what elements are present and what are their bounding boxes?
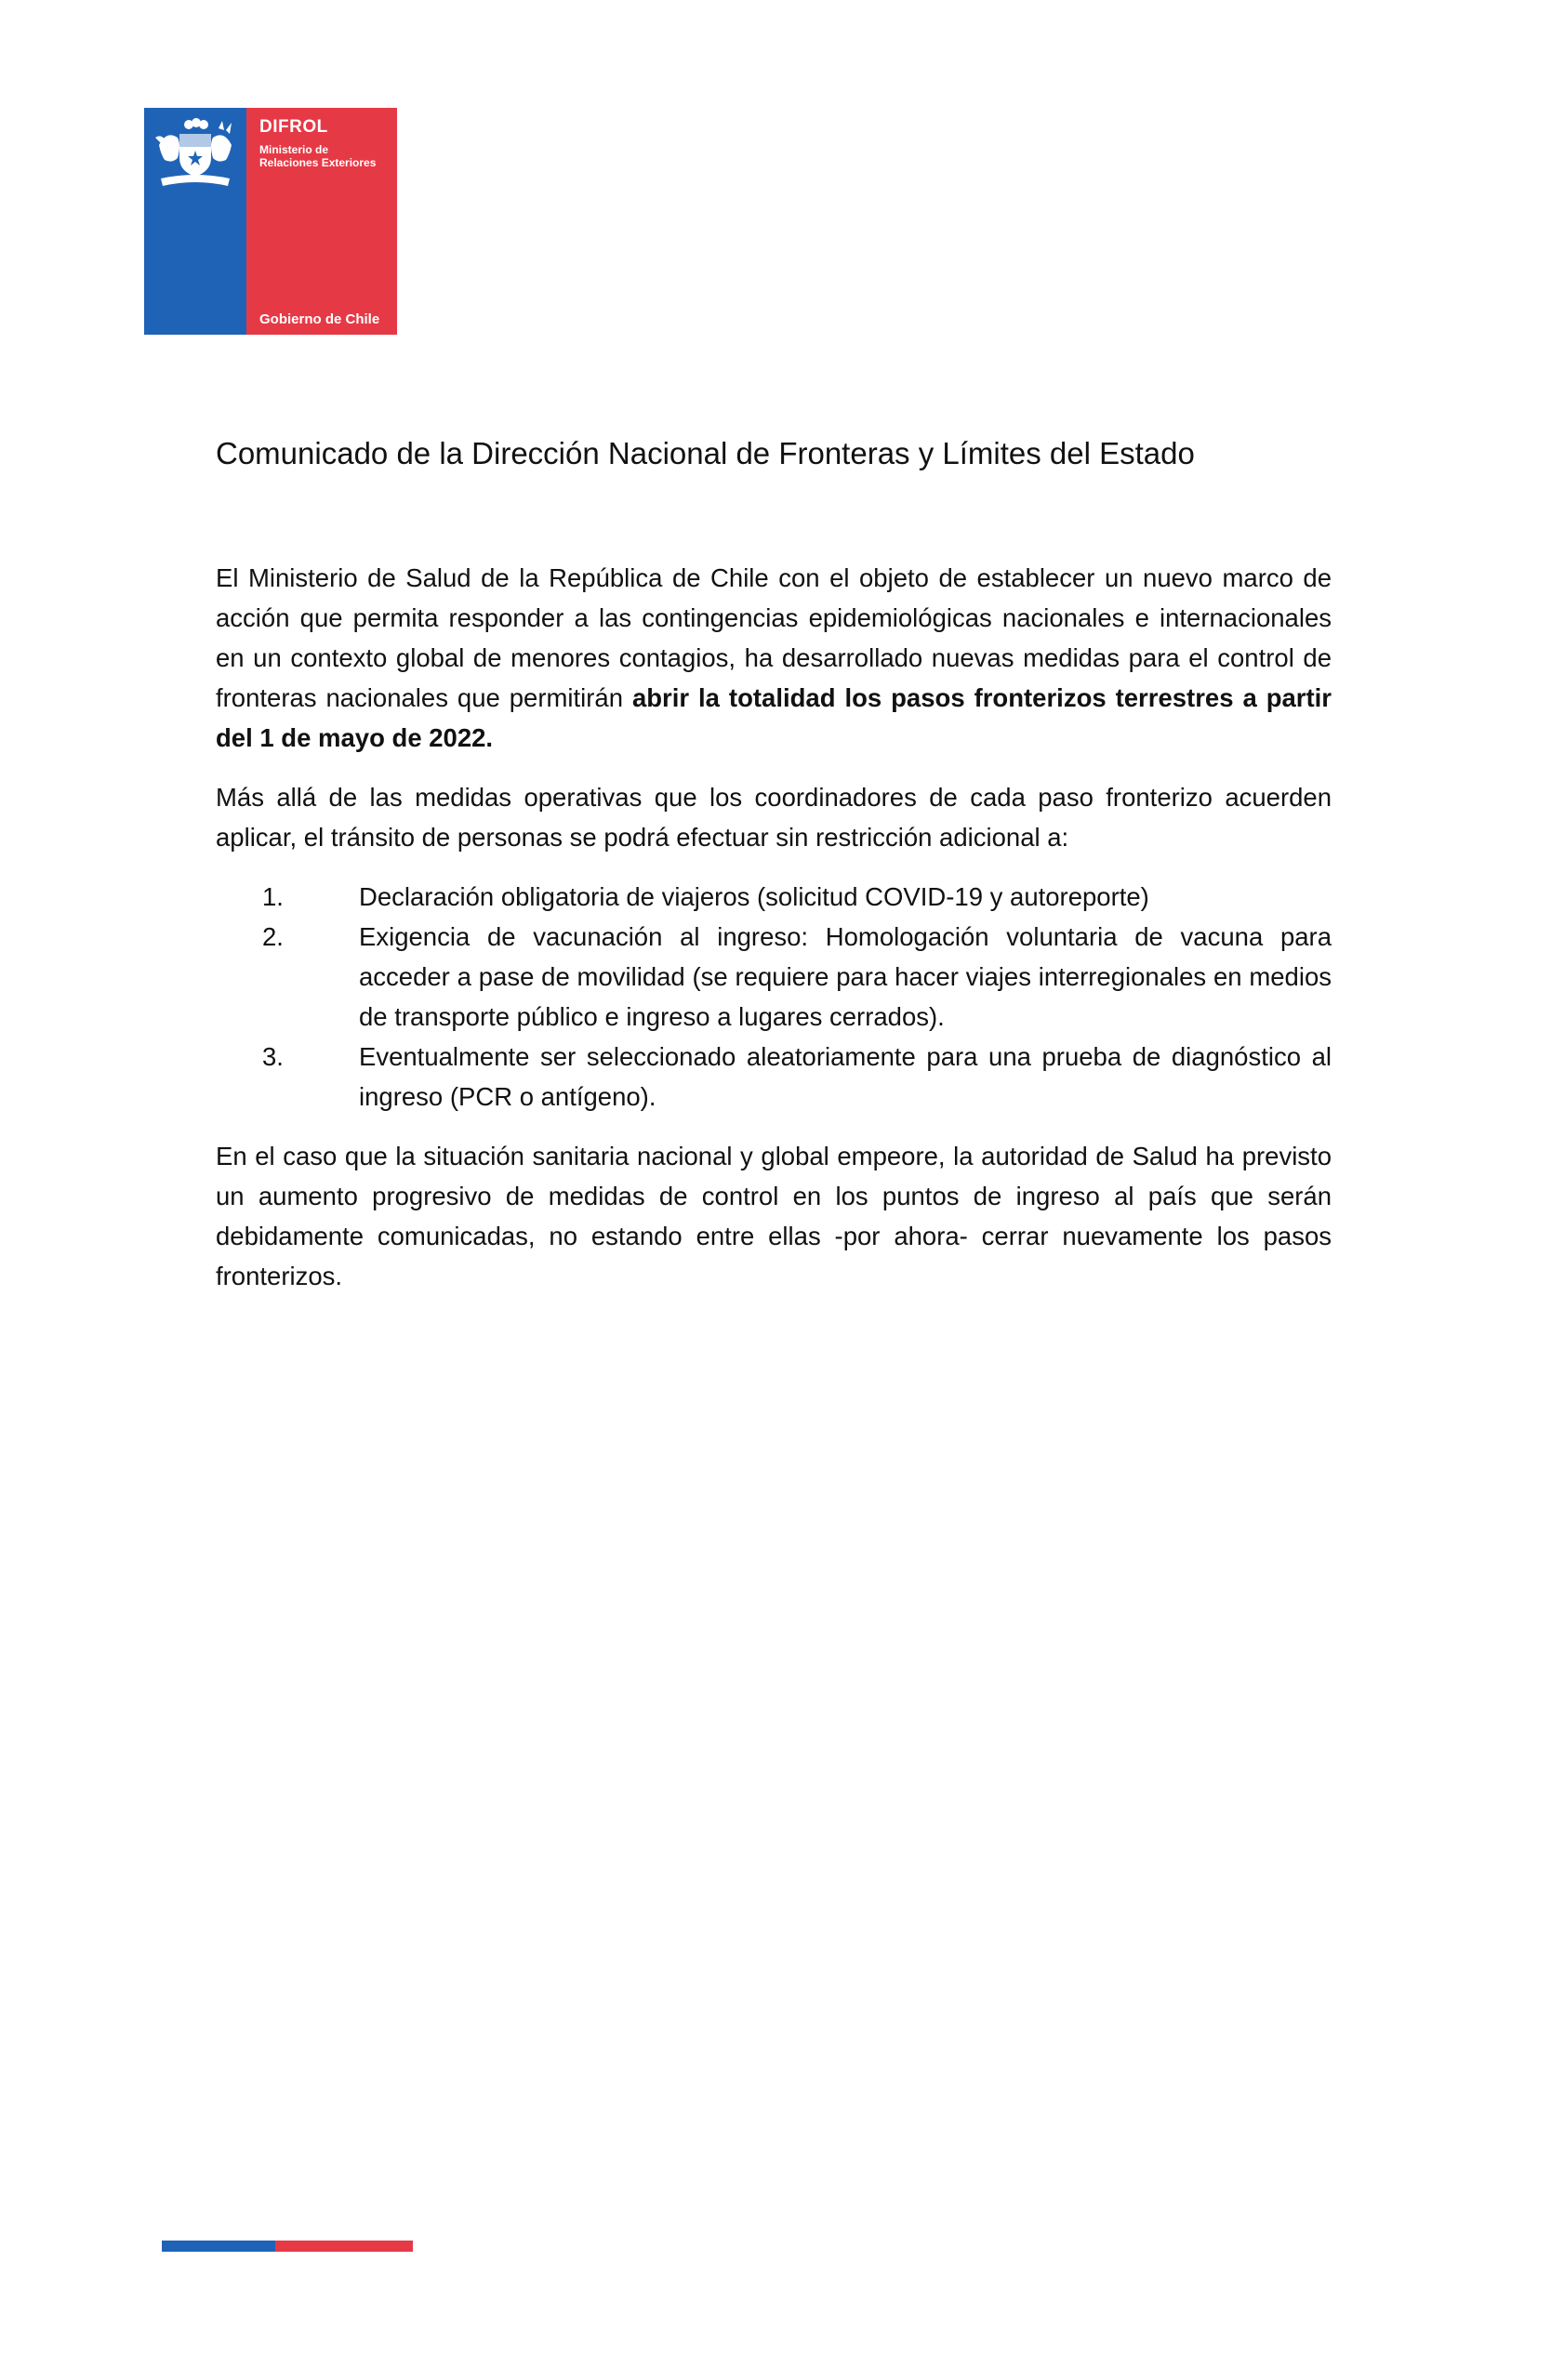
logo-government: Gobierno de Chile <box>259 311 380 327</box>
difrol-logo <box>144 108 397 335</box>
footer-bar-blue <box>162 2241 275 2252</box>
logo-ministry <box>259 143 399 169</box>
logo-ministry-line2: Relaciones Exteriores <box>259 156 377 169</box>
list-item <box>216 917 1332 1037</box>
list-item-text: Eventualmente ser seleccionado aleatoriamente para una prueba de diagnóstico al ingreso (PCR o antígeno). <box>359 1042 1332 1111</box>
list-item <box>216 1037 1332 1117</box>
paragraph-1-text: El Ministerio de Salud de la República de Chile con el objeto de establecer un nuevo marco de acción que permita responder a las contingencias epidemiológicas nacionales e internacionales en un contexto global de menores contagios, ha desarrollado nuevas medidas para el control de fronteras nacionales que permitirán <box>216 563 1332 712</box>
footer-bar-red <box>275 2241 413 2252</box>
footer-color-bar <box>162 2241 413 2252</box>
logo-ministry-line1: Ministerio de <box>259 143 329 156</box>
paragraph-1-bold: abrir la totalidad los pasos fronterizos terrestres a partir del 1 de mayo de 2022. <box>216 683 1332 752</box>
list-item-text: Exigencia de vacunación al ingreso: Homologación voluntaria de vacuna para acceder a pase de movilidad (se requiere para hacer viajes interregionales en medios de transporte público e ingreso a lugares cerrados). <box>359 922 1332 1031</box>
paragraph-1 <box>216 558 1332 758</box>
logo-brand: DIFROL <box>259 117 328 137</box>
list-item-number: 1. <box>262 882 284 911</box>
logo-blue-panel <box>144 108 246 335</box>
document-body <box>216 558 1332 1316</box>
paragraph-3: En el caso que la situación sanitaria nacional y global empeore, la autoridad de Salud ha previsto un aumento progresivo de medidas de control en los puntos de ingreso al país que serán debidamente comunicadas, no estando entre ellas -por ahora- cerrar nuevamente los pasos fronterizos. <box>216 1142 1332 1290</box>
list-item <box>216 877 1332 917</box>
logo-red-panel <box>246 108 397 335</box>
list-item-text: Declaración obligatoria de viajeros (solicitud COVID-19 y autoreporte) <box>359 882 1149 911</box>
paragraph-2: Más allá de las medidas operativas que los coordinadores de cada paso fronterizo acuerden aplicar, el tránsito de personas se podrá efectuar sin restricción adicional a: <box>216 783 1332 852</box>
list-item-number: 3. <box>262 1042 284 1071</box>
document-title: Comunicado de la Dirección Nacional de Fronteras y Límites del Estado <box>216 436 1195 470</box>
list-item-number: 2. <box>262 922 284 951</box>
requirements-list <box>216 877 1332 1117</box>
chile-coat-of-arms-icon <box>153 117 237 195</box>
